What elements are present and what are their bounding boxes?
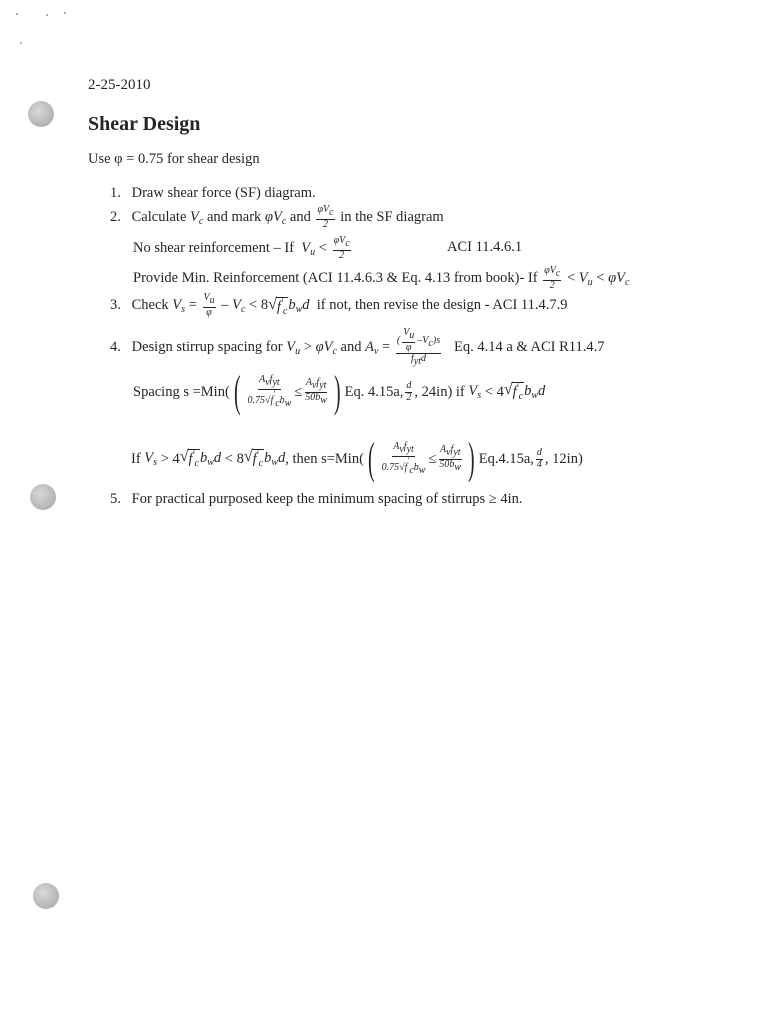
- list-item-step-3: 3. Check $V_s$ = $\frac{Vu}{\varphi}$ – $V_c < 8$ √ $f'_c$ $b_wd$ if not, then revise the design - ACI 11.4.7.9: [110, 292, 568, 318]
- min-reinforcement-line: Provide Min. Reinforcement (ACI 11.4.6.3 & Eq. 4.13 from book)- If $\frac{\text{φVc}}{2}$ < $V_u < \varphi V_c$: [133, 265, 630, 291]
- punch-hole-icon: [33, 883, 59, 909]
- fraction-vu-over-phi: $\frac{Vu}{\varphi}$: [203, 292, 215, 318]
- no-shear-line: No shear reinforcement – If $V_u$ < $\frac{\text{φVc}}{2}$: [133, 235, 350, 261]
- fraction-d-over-2: $\frac{d}{2}$: [406, 380, 412, 403]
- aci-reference: ACI 11.4.6.1: [447, 239, 523, 255]
- fraction-av-formula: ( $\frac{Vu}{\varphi}$ –Vc)s fytd: [396, 327, 441, 367]
- fraction-phivc-over-2: $\frac{\text{φVc}}{2}$: [317, 204, 334, 230]
- list-item-step-4: 4. Design stirrup spacing for $V_u > \varphi V_c$ and $A_v$ = ( $\frac{Vu}{\varphi}$ –Vc)s fytd Eq. 4.14 a & ACI R11.4.7: [110, 327, 605, 367]
- punch-hole-icon: [28, 101, 54, 127]
- spacing-formula-2: If $V_s$ > 4 √ $f'_c$ $b_wd$ < 8 √ $f'_c$ $b_wd$ , then s=Min( ( $\frac{\text{Avfyt}}{\text{0.75√f′cbw}}$ ≤ $\frac{\text{Avfyt}}{50bw}$ ) Eq.4.15a, $\frac{d}{4}$ , 12in): [131, 434, 583, 483]
- fraction-phivc-over-2: $\frac{\text{φVc}}{2}$: [333, 235, 350, 261]
- list-item-step-5: 5. For practical purposed keep the minimum spacing of stirrups ≥ 4in.: [110, 491, 523, 507]
- scan-speck: [20, 42, 22, 44]
- list-item-step-1: 1. Draw shear force (SF) diagram.: [110, 185, 316, 201]
- scan-speck: [46, 14, 48, 16]
- fraction-avfyt-over-50bw: $\frac{\text{Avfyt}}{50bw}$: [305, 377, 327, 406]
- punch-hole-icon: [30, 484, 56, 510]
- document-date: 2-25-2010: [88, 77, 151, 93]
- sqrt-fc: √ $f'_c$: [268, 295, 288, 317]
- spacing-formula-1: Spacing s =Min( ( $\frac{\text{Avfyt}}{\text{0.75√f′cbw}}$ ≤ $\frac{\text{Avfyt}}{50bw}$ ) Eq. 4.15a, $\frac{d}{2}$ , 24in) if $V_s$ < 4 √ $f'_c$ $b_wd$: [133, 367, 546, 416]
- fraction-d-over-4: $\frac{d}{4}$: [536, 447, 542, 470]
- list-item-step-2: 2. Calculate $V_c$ and mark $\varphi V_c$ and $\frac{\text{φVc}}{2}$ in the SF diagram: [110, 204, 444, 230]
- fraction-phivc-over-2: $\frac{\text{φVc}}{2}$: [544, 265, 561, 291]
- intro-line: Use φ = 0.75 for shear design: [88, 151, 260, 167]
- fraction-avfyt-over-075-sqrtfc-bw: $\frac{\text{Avfyt}}{\text{0.75√f′cbw}}$: [381, 441, 426, 476]
- fraction-avfyt-over-075-sqrtfc-bw: $\frac{\text{Avfyt}}{\text{0.75√f′cbw}}$: [247, 374, 292, 409]
- page-title: Shear Design: [88, 113, 201, 135]
- scan-speck: [16, 13, 18, 15]
- fraction-avfyt-over-50bw: $\frac{\text{Avfyt}}{50bw}$: [439, 444, 462, 473]
- scan-speck: [64, 12, 66, 14]
